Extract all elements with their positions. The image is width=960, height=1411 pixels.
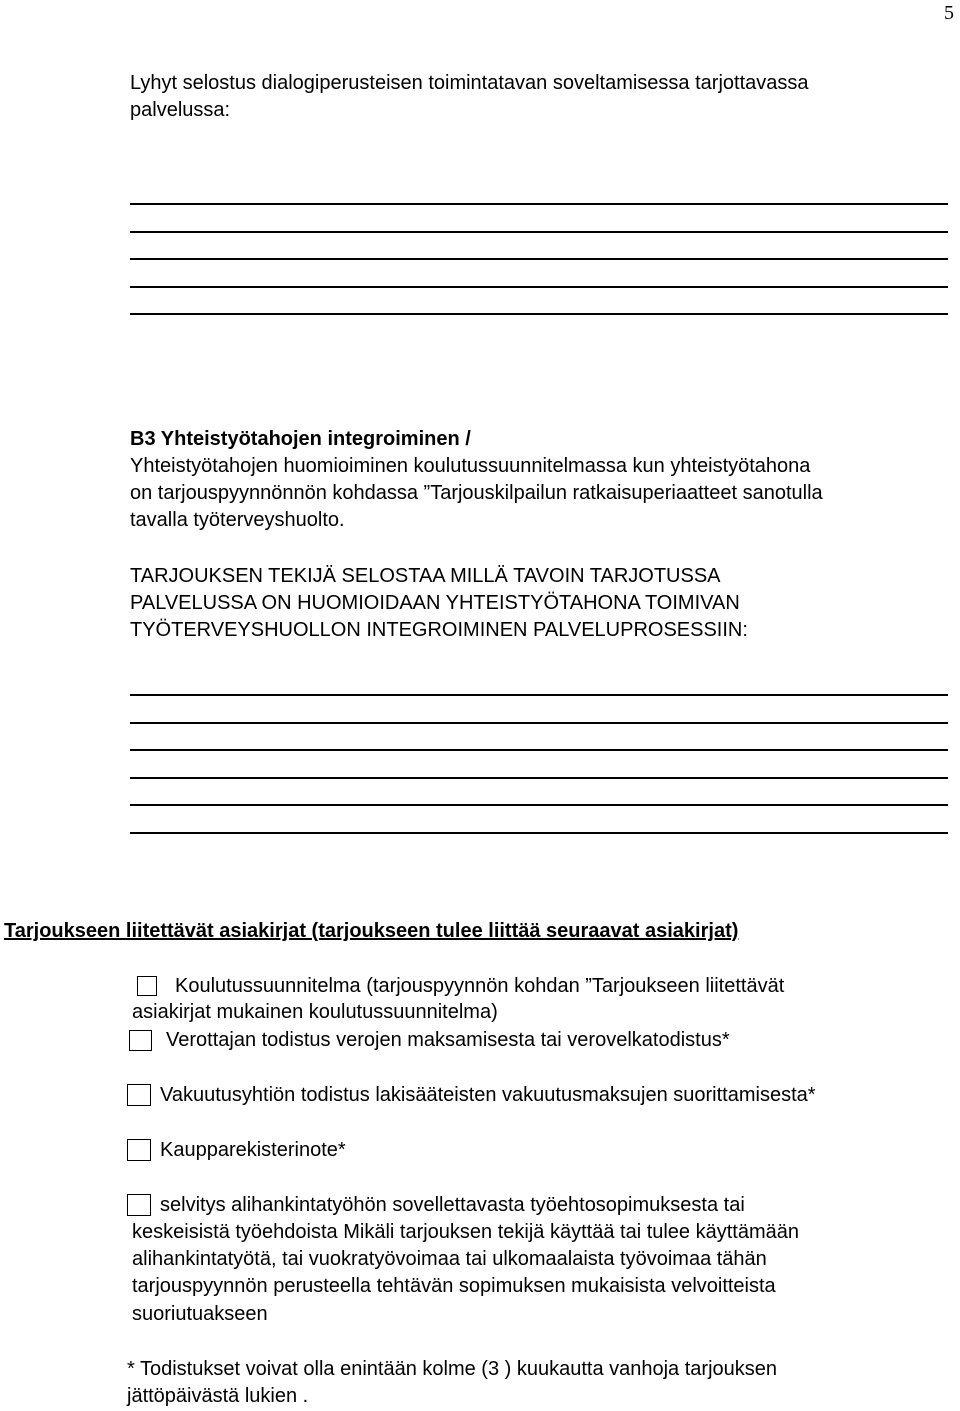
attachment-item-5-line-4: tarjouspyynnön perusteella tehtävän sopimuksen mukaisista velvoitteista — [132, 1275, 776, 1297]
dialog-prompt-line-1: Lyhyt selostus dialogiperusteisen toimintatavan soveltamisessa tarjottavassa — [130, 72, 809, 94]
attachments-heading: Tarjoukseen liitettävät asiakirjat (tarjoukseen tulee liittää seuraavat asiakirjat) — [4, 920, 739, 942]
b3-instruction-line-1: TARJOUKSEN TEKIJÄ SELOSTAA MILLÄ TAVOIN TARJOTUSSA — [130, 565, 721, 587]
answer-line[interactable] — [130, 722, 948, 724]
answer-line[interactable] — [130, 203, 948, 205]
dialog-prompt-line-2: palvelussa: — [130, 99, 231, 121]
b3-title: B3 Yhteistyötahojen integroiminen / — [130, 428, 471, 450]
attachment-item-1-line-2: asiakirjat mukainen koulutussuunnitelma) — [132, 1001, 498, 1023]
b3-body-line-2: on tarjouspyynnönnön kohdassa ”Tarjouskilpailun ratkaisuperiaatteet sanotulla — [130, 482, 823, 504]
attachment-item-1-line-1: Koulutussuunnitelma (tarjouspyynnön kohdan ”Tarjoukseen liitettävät — [175, 975, 785, 997]
attachment-item-5-line-1: selvitys alihankintatyöhön sovellettavasta työehtosopimuksesta tai — [160, 1194, 745, 1216]
answer-line[interactable] — [130, 313, 948, 315]
answer-line[interactable] — [130, 286, 948, 288]
answer-line[interactable] — [130, 832, 948, 834]
b3-body-line-3: tavalla työterveyshuolto. — [130, 509, 345, 531]
checkbox-koulutussuunnitelma[interactable] — [137, 976, 157, 996]
answer-line[interactable] — [130, 777, 948, 779]
answer-line[interactable] — [130, 749, 948, 751]
checkbox-vakuutusyhtion-todistus[interactable] — [127, 1084, 151, 1106]
checkbox-verottajan-todistus[interactable] — [129, 1030, 152, 1051]
checkbox-kaupparekisterinote[interactable] — [127, 1139, 151, 1161]
answer-line[interactable] — [130, 231, 948, 233]
attachment-item-4-line-1: Kaupparekisterinote* — [160, 1139, 346, 1161]
b3-instruction-line-3: TYÖTERVEYSHUOLLON INTEGROIMINEN PALVELUPROSESSIIN: — [130, 619, 748, 641]
attachment-item-2-line-1: Verottajan todistus verojen maksamisesta tai verovelkatodistus* — [166, 1029, 730, 1051]
answer-line[interactable] — [130, 804, 948, 806]
answer-line[interactable] — [130, 258, 948, 260]
page-number: 5 — [944, 2, 954, 24]
attachment-item-5-line-3: alihankintatyötä, tai vuokratyövoimaa tai ulkomaalaista työvoimaa tähän — [132, 1248, 767, 1270]
b3-instruction-line-2: PALVELUSSA ON HUOMIOIDAAN YHTEISTYÖTAHONA TOIMIVAN — [130, 592, 740, 614]
attachment-item-5-line-2: keskeisistä työehdoista Mikäli tarjouksen tekijä käyttää tai tulee käyttämään — [132, 1221, 800, 1243]
attachment-item-5-line-5: suoriutuakseen — [132, 1303, 268, 1325]
answer-line[interactable] — [130, 694, 948, 696]
footnote-line-1: * Todistukset voivat olla enintään kolme (3 ) kuukautta vanhoja tarjouksen — [127, 1358, 778, 1380]
footnote-line-2: jättöpäivästä lukien . — [127, 1385, 309, 1407]
b3-body-line-1: Yhteistyötahojen huomioiminen koulutussuunnitelmassa kun yhteistyötahona — [130, 455, 811, 477]
checkbox-alihankinta-selvitys[interactable] — [127, 1194, 151, 1216]
attachment-item-3-line-1: Vakuutusyhtiön todistus lakisääteisten vakuutusmaksujen suorittamisesta* — [160, 1084, 816, 1106]
